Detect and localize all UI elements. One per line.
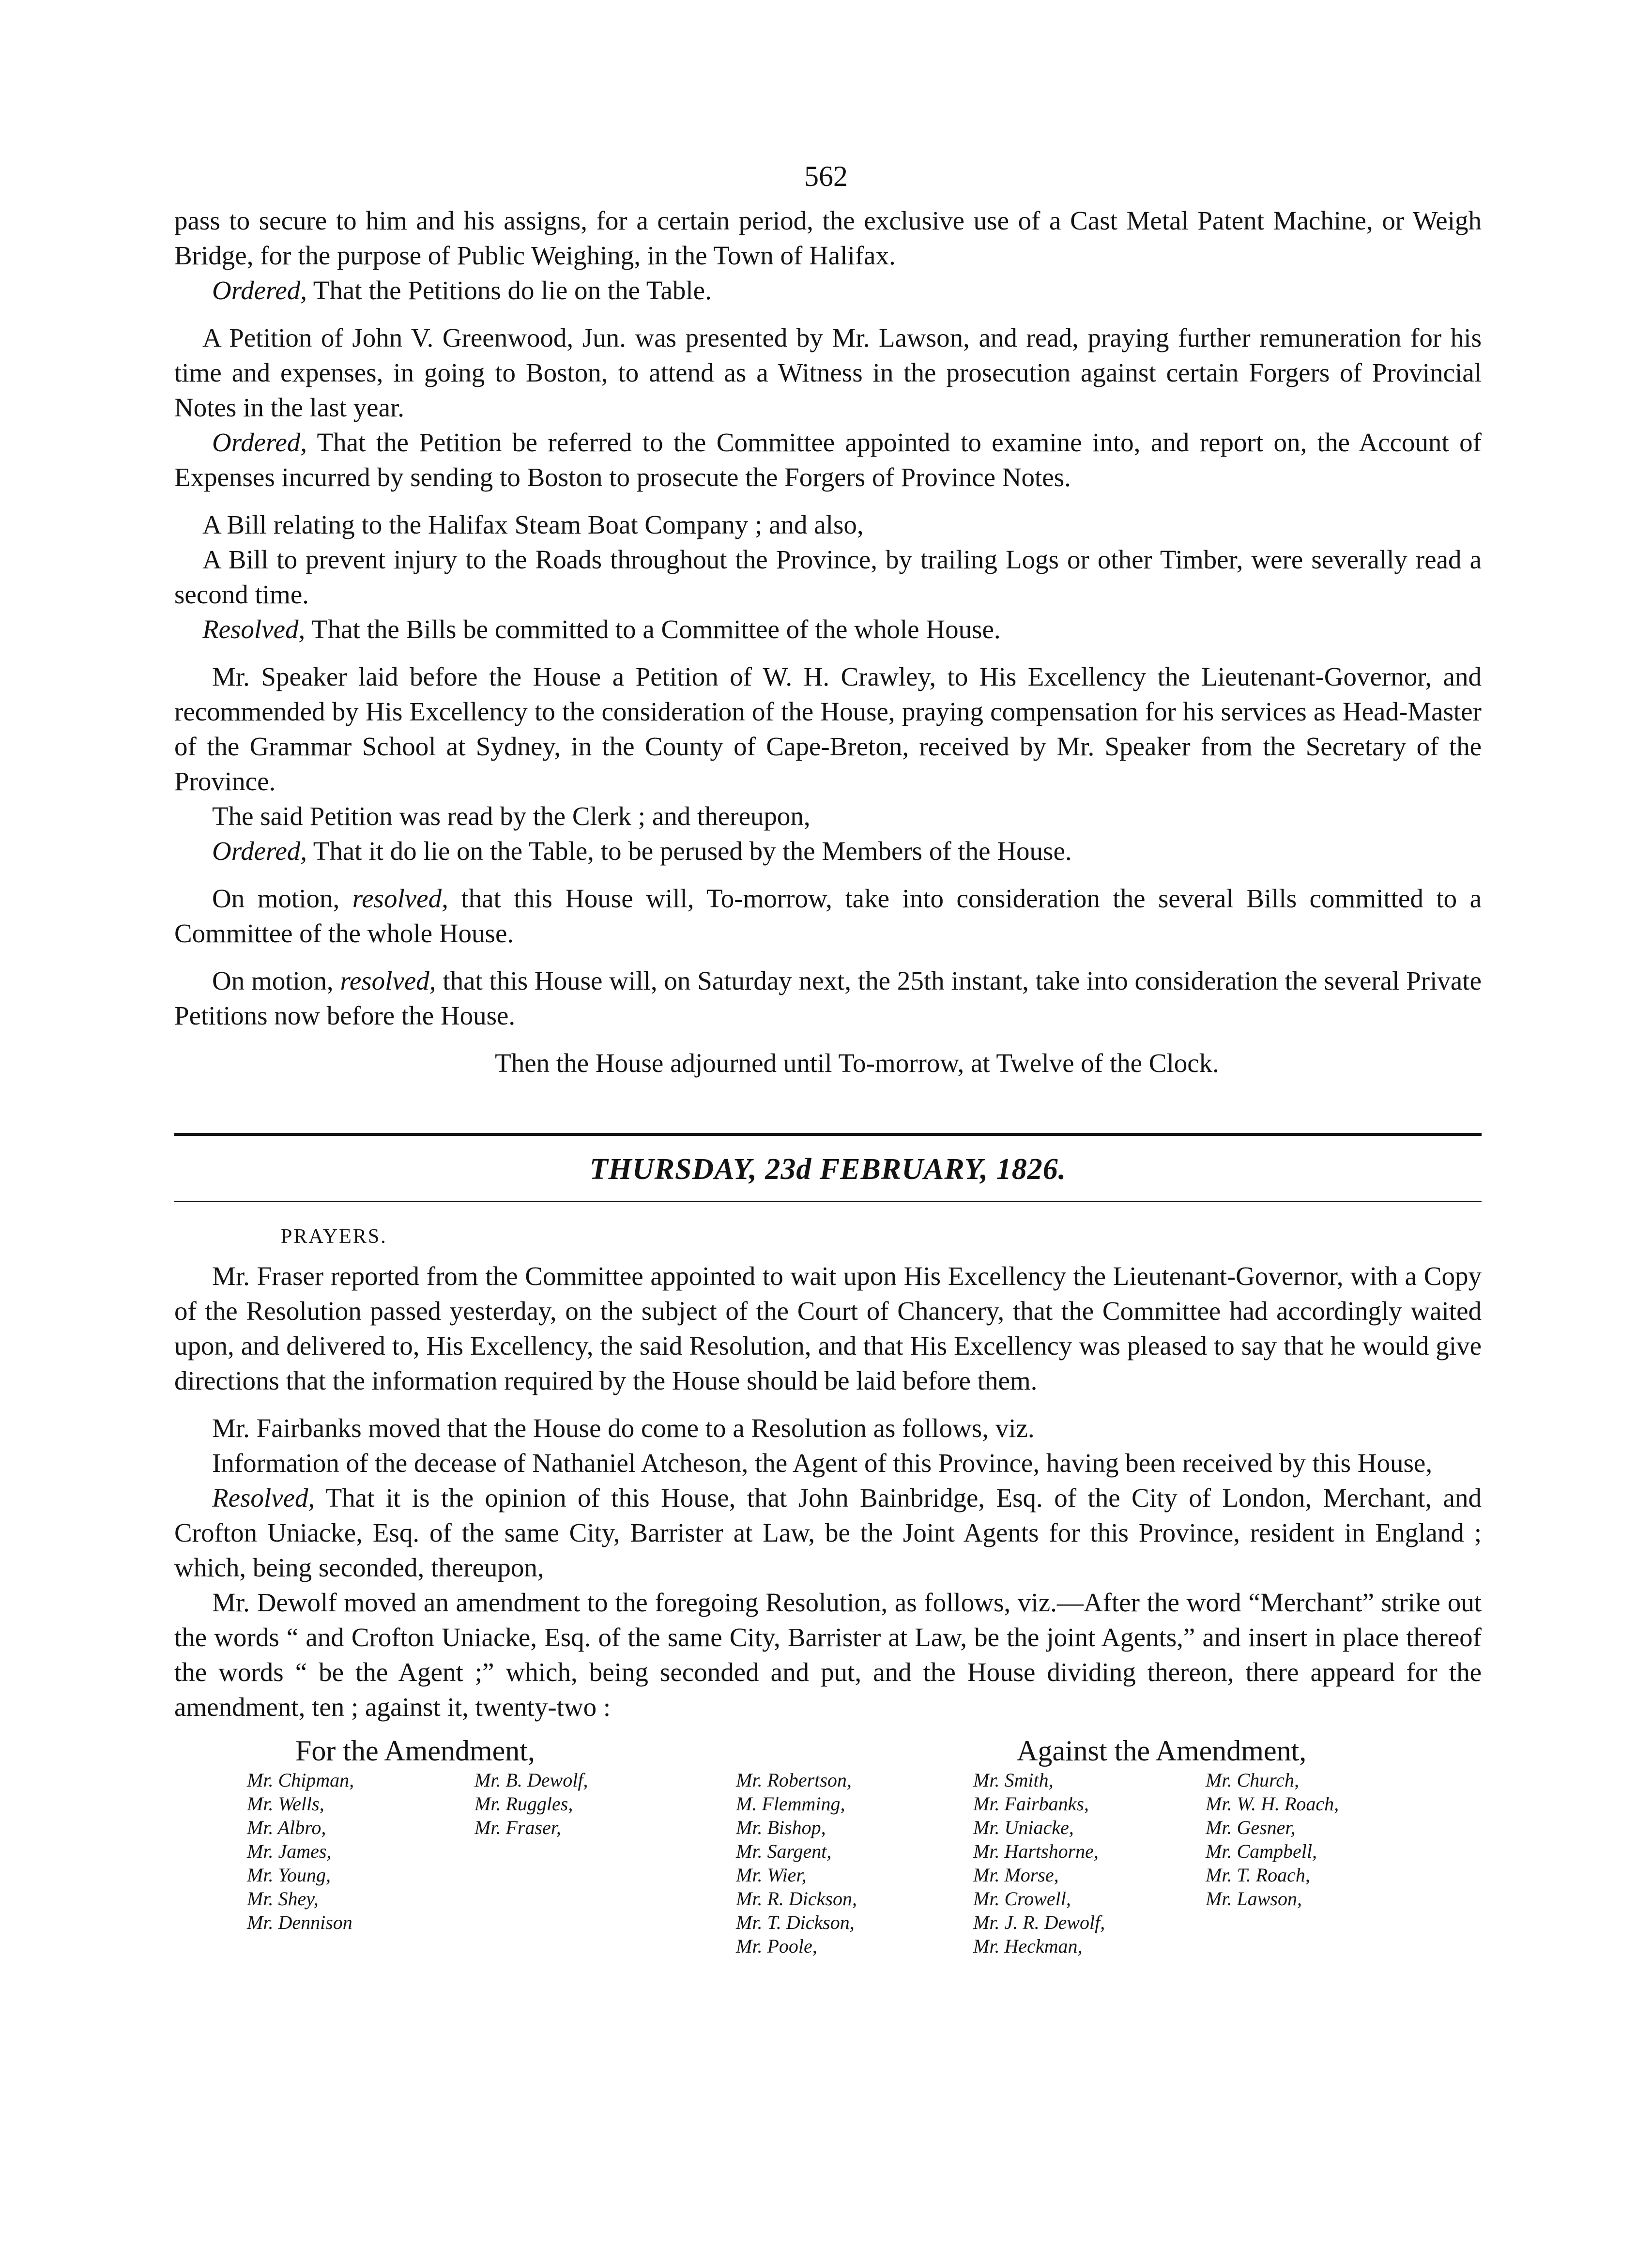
member-name: Mr. Morse,: [973, 1864, 1059, 1886]
for-amendment-heading: For the Amendment,: [295, 1735, 535, 1767]
member-name: Mr. Chipman,: [247, 1769, 354, 1791]
prayers-label: PRAYERS.: [281, 1225, 387, 1248]
paragraph: Mr. Speaker laid before the House a Petition of W. H. Crawley, to His Excellency the Lieutenant-Governor, and recommended by His Excellency to the consideration of the House, praying compensation for his services as Head-Master of the Grammar School at Sydney, in the County of Cape-Breton, received by Mr. Speaker from the Secretary of the Province.: [174, 662, 1482, 796]
paragraph: Information of the decease of Nathaniel Atcheson, the Agent of this Province, having been received by this House,: [212, 1448, 1433, 1478]
member-name: Mr. Lawson,: [1206, 1888, 1302, 1910]
member-name: Mr. Hartshorne,: [973, 1840, 1099, 1862]
motion-paragraph: On motion, resolved, that this House will, on Saturday next, the 25th instant, take into consideration the several Private Petitions now before the House.: [174, 966, 1482, 1030]
member-name: Mr. Poole,: [736, 1935, 817, 1957]
ordered-paragraph: Ordered, That the Petitions do lie on the Table.: [212, 275, 712, 305]
member-name: Mr. Fairbanks,: [973, 1793, 1089, 1815]
member-name: Mr. Fraser,: [474, 1817, 561, 1838]
paragraph: A Bill relating to the Halifax Steam Boat Company ; and also,: [202, 510, 864, 539]
member-name: M. Flemming,: [736, 1793, 845, 1815]
proceedings-section-1: [174, 203, 1482, 1081]
member-name: Mr. J. R. Dewolf,: [973, 1911, 1105, 1933]
day-heading: THURSDAY, 23d FEBRUARY, 1826.: [589, 1153, 1067, 1186]
against-names-col-1: [736, 1768, 857, 1958]
member-name: Mr. Uniacke,: [973, 1817, 1074, 1838]
member-name: Mr. Heckman,: [973, 1935, 1083, 1957]
adjournment-line: Then the House adjourned until To-morrow, at Twelve of the Clock.: [495, 1048, 1219, 1078]
resolved-paragraph: Resolved, That it is the opinion of this House, that John Bainbridge, Esq. of the City of London, Merchant, and Crofton Uniacke, Esq. of the same City, Barrister at Law, be the Joint Agents for this Province, resident in England ; which, being seconded, thereupon,: [174, 1483, 1482, 1582]
member-name: Mr. Ruggles,: [474, 1793, 573, 1815]
paragraph: A Petition of John V. Greenwood, Jun. was presented by Mr. Lawson, and read, praying further remuneration for his time and expenses, in going to Boston, to attend as a Witness in the prosecution against certain Forgers of Provincial Notes in the last year.: [174, 323, 1482, 422]
motion-paragraph: On motion, resolved, that this House will, To-morrow, take into consideration the several Bills committed to a Committee of the whole House.: [174, 884, 1482, 948]
member-name: Mr. T. Roach,: [1206, 1864, 1310, 1886]
member-name: Mr. R. Dickson,: [736, 1888, 857, 1910]
member-name: Mr. Bishop,: [736, 1817, 826, 1838]
member-name: Mr. Sargent,: [736, 1840, 832, 1862]
member-name: Mr. Crowell,: [973, 1888, 1071, 1910]
resolved-paragraph: Resolved, That the Bills be committed to a Committee of the whole House.: [202, 614, 1001, 644]
amendment-paragraph: Mr. Dewolf moved an amendment to the foregoing Resolution, as follows, viz.—After the word “Merchant” strike out the words “ and Crofton Uniacke, Esq. of the same City, Barrister at Law, be the joint Agents,” and insert in place thereof the words “ be the Agent ;” which, being seconded and put, and the House dividing thereon, there appeard for the amendment, ten ; against it, twenty-two :: [174, 1588, 1482, 1722]
paragraph: Mr. Fairbanks moved that the House do come to a Resolution as follows, viz.: [212, 1413, 1035, 1443]
member-name: Mr. Gesner,: [1206, 1817, 1296, 1838]
divider-rule: [174, 1133, 1482, 1136]
member-name: Mr. Shey,: [247, 1888, 319, 1910]
member-name: Mr. James,: [247, 1840, 332, 1862]
member-name: Mr. B. Dewolf,: [474, 1769, 588, 1791]
ordered-paragraph: Ordered, That it do lie on the Table, to be perused by the Members of the House.: [212, 836, 1072, 866]
for-names-col-1: [247, 1768, 354, 1934]
member-name: Mr. Young,: [247, 1864, 331, 1886]
paragraph: A Bill to prevent injury to the Roads throughout the Province, by trailing Logs or other Timber, were severally read a second time.: [174, 545, 1482, 609]
member-name: Mr. Wells,: [247, 1793, 324, 1815]
against-amendment-heading: Against the Amendment,: [1017, 1735, 1307, 1767]
for-names-col-2: [474, 1768, 588, 1839]
paragraph: Mr. Fraser reported from the Committee appointed to wait upon His Excellency the Lieutenant-Governor, with a Copy of the Resolution passed yesterday, on the subject of the Court of Chancery, that the Committee had accordingly waited upon, and delivered to, His Excellency, the said Resolution, and that His Excellency was pleased to say that he would give directions that the information required by the House should be laid before them.: [174, 1261, 1482, 1395]
page-number: 562: [804, 160, 848, 192]
divider-rule: [174, 1201, 1482, 1202]
member-name: Mr. T. Dickson,: [736, 1911, 855, 1933]
member-name: Mr. W. H. Roach,: [1206, 1793, 1339, 1815]
member-name: Mr. Wier,: [736, 1864, 807, 1886]
member-name: Mr. Church,: [1206, 1769, 1299, 1791]
against-names-col-2: [973, 1768, 1105, 1958]
paragraph: pass to secure to him and his assigns, for a certain period, the exclusive use of a Cast Metal Patent Machine, or Weigh Bridge, for the purpose of Public Weighing, in the Town of Halifax.: [174, 206, 1482, 270]
against-names-col-3: [1206, 1768, 1339, 1911]
member-name: Mr. Robertson,: [736, 1769, 852, 1791]
member-name: Mr. Dennison: [247, 1911, 352, 1933]
ordered-paragraph: Ordered, That the Petition be referred to the Committee appointed to examine into, and report on, the Account of Expenses incurred by sending to Boston to prosecute the Forgers of Province Notes.: [174, 428, 1482, 492]
member-name: Mr. Campbell,: [1206, 1840, 1317, 1862]
member-name: Mr. Albro,: [247, 1817, 326, 1838]
paragraph: The said Petition was read by the Clerk ; and thereupon,: [212, 801, 811, 831]
member-name: Mr. Smith,: [973, 1769, 1054, 1791]
proceedings-section-2: [174, 1259, 1482, 1725]
